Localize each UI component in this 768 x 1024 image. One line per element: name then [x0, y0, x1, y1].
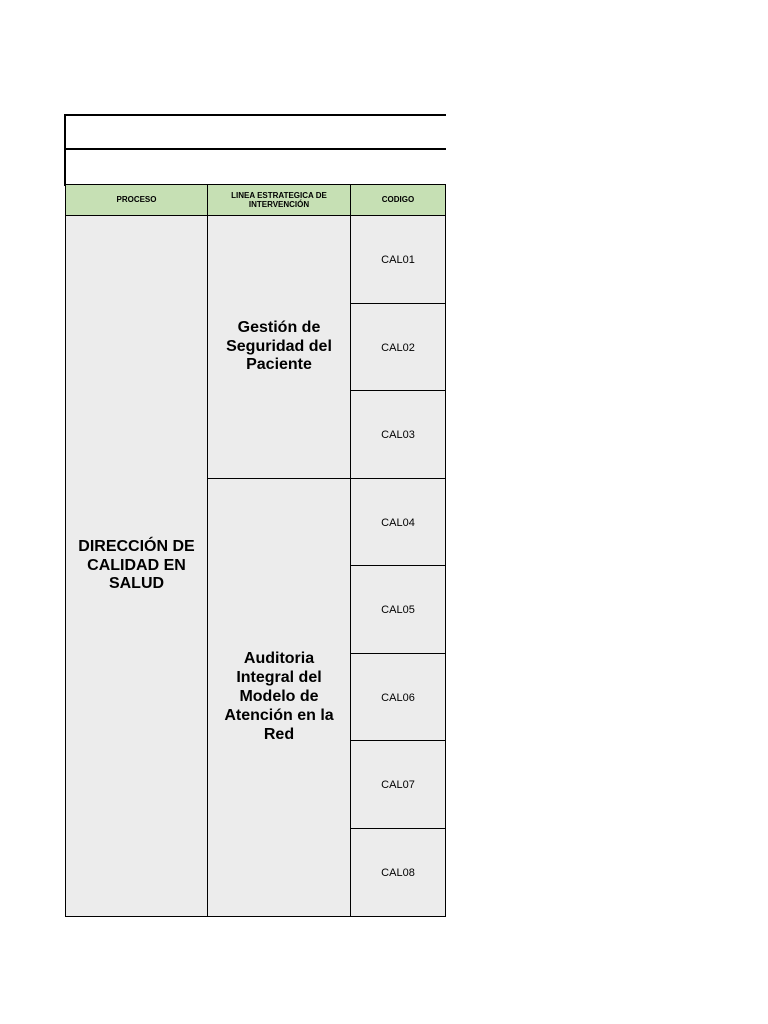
- title-row-2: [64, 148, 446, 186]
- header-proceso: PROCESO: [65, 184, 208, 216]
- codigo-cell: CAL05: [350, 565, 446, 654]
- header-linea-estrategica: LINEA ESTRATEGICA DE INTERVENCIÓN: [207, 184, 351, 216]
- codigo-cell: CAL08: [350, 828, 446, 917]
- header-codigo: CODIGO: [350, 184, 446, 216]
- proceso-cell: DIRECCIÓN DE CALIDAD EN SALUD: [65, 215, 208, 917]
- linea-cell-seguridad-paciente: Gestión de Seguridad del Paciente: [207, 215, 351, 479]
- codigo-cell: CAL04: [350, 478, 446, 567]
- codigo-cell: CAL07: [350, 740, 446, 829]
- codigo-cell: CAL01: [350, 215, 446, 304]
- codigo-cell: CAL03: [350, 390, 446, 479]
- codigo-cell: CAL02: [350, 303, 446, 392]
- linea-cell-auditoria-integral: Auditoria Integral del Modelo de Atención en la Red: [207, 478, 351, 917]
- codigo-cell: CAL06: [350, 653, 446, 742]
- title-row-1: [64, 114, 446, 150]
